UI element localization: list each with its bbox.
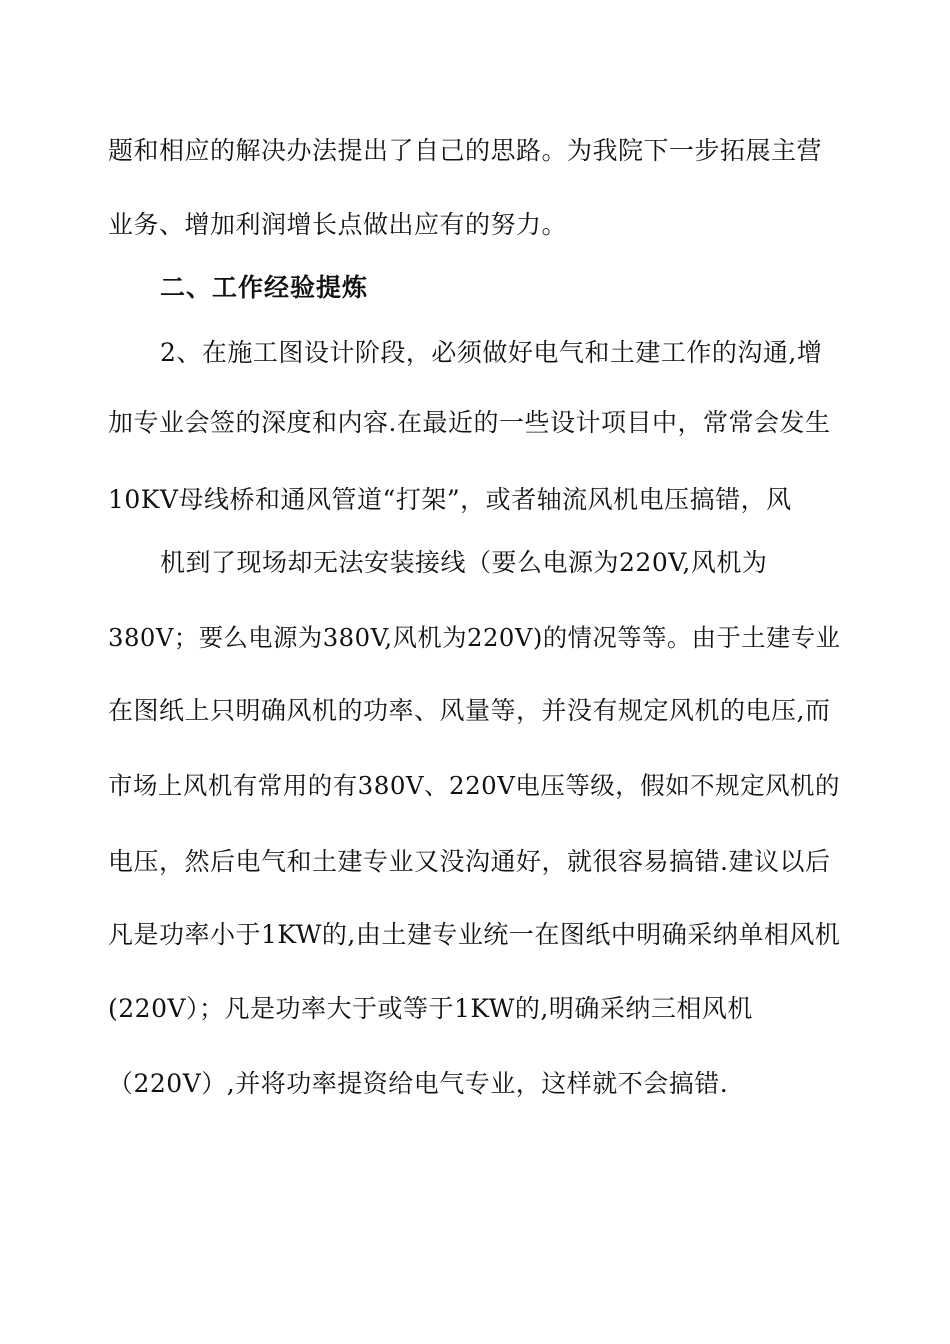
paragraph-line: 10KV母线桥和通风管道“打架”，或者轴流风机电压搞错，风 bbox=[108, 485, 792, 514]
paragraph-line: 380V；要么电源为380V,风机为220V)的情况等等。由于土建专业 bbox=[108, 623, 841, 652]
paragraph-line: 加专业会签的深度和内容.在最近的一些设计项目中，常常会发生 bbox=[108, 408, 831, 437]
paragraph-line: 电压，然后电气和土建专业又没沟通好，就很容易搞错.建议以后 bbox=[108, 847, 831, 876]
paragraph-line: 2、在施工图设计阶段，必须做好电气和土建工作的沟通,增 bbox=[160, 338, 823, 367]
paragraph-line: 市场上风机有常用的有380V、220V电压等级，假如不规定风机的 bbox=[108, 771, 840, 800]
section-heading: 二、工作经验提炼 bbox=[160, 273, 369, 302]
paragraph-line: 在图纸上只明确风机的功率、风量等，并没有规定风机的电压,而 bbox=[108, 696, 831, 725]
paragraph-line: 凡是功率小于1KW的,由土建专业统一在图纸中明确采纳单相风机 bbox=[108, 920, 841, 949]
paragraph-line: 机到了现场却无法安装接线（要么电源为220V,风机为 bbox=[160, 548, 768, 577]
paragraph-line: 业务、增加利润增长点做出应有的努力。 bbox=[108, 210, 568, 239]
paragraph-line: 题和相应的解决办法提出了自己的思路。为我院下一步拓展主营 bbox=[108, 136, 823, 165]
paragraph-line: (220V）；凡是功率大于或等于1KW的,明确采纳三相风机 bbox=[108, 994, 753, 1023]
paragraph-line: （220V）,并将功率提资给电气专业，这样就不会搞错. bbox=[108, 1069, 729, 1098]
